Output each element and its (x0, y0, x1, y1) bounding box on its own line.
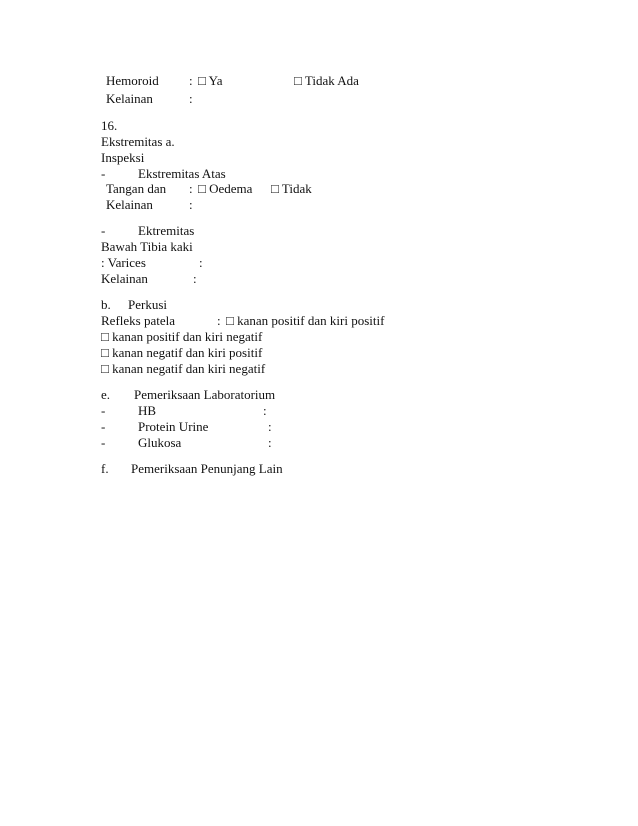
section-number: 16. (101, 118, 118, 133)
hemoroid-option-ya[interactable]: □ Ya (198, 73, 223, 88)
ekstremitas-title: Ekstremitas a. (101, 134, 175, 149)
ekstremitas-atas-label: Ekstremitas Atas (138, 166, 226, 181)
perkusi-title: Perkusi (128, 297, 167, 312)
tangan-label: Tangan dan (106, 181, 167, 196)
refleks-option-2[interactable]: □ kanan positif dan kiri negatif (101, 329, 263, 344)
bawah-kelainan-label: Kelainan (101, 271, 148, 286)
lab-item-glukosa-colon: : (268, 435, 272, 450)
tangan-colon: : (189, 181, 193, 196)
hemoroid-kelainan-label: Kelainan (106, 91, 153, 106)
atas-kelainan-colon: : (189, 197, 193, 212)
perkusi-letter: b. (101, 297, 111, 312)
laboratorium-title: Pemeriksaan Laboratorium (134, 387, 276, 402)
refleks-patela-colon: : (217, 313, 221, 328)
tangan-option-oedema[interactable]: □ Oedema (198, 181, 253, 196)
lab-item-glukosa-label: Glukosa (138, 435, 182, 450)
refleks-option-1[interactable]: □ kanan positif dan kiri positif (226, 313, 385, 328)
hemoroid-kelainan-colon: : (189, 91, 193, 106)
tangan-option-tidak[interactable]: □ Tidak (271, 181, 312, 196)
hemoroid-colon: : (189, 73, 193, 88)
penunjang-title: Pemeriksaan Penunjang Lain (131, 461, 283, 476)
bawah-tibia-label: Bawah Tibia kaki (101, 239, 193, 254)
lab-item-dash: - (101, 403, 106, 418)
atas-kelainan-label: Kelainan (106, 197, 153, 212)
varices-colon: : (199, 255, 203, 270)
ekstremitas-bawah-label: Ektremitas (138, 223, 195, 238)
lab-item-hb-colon: : (263, 403, 267, 418)
lab-item-protein-urine-label: Protein Urine (138, 419, 209, 434)
refleks-option-3[interactable]: □ kanan negatif dan kiri positif (101, 345, 263, 360)
bawah-kelainan-colon: : (193, 271, 197, 286)
varices-label: : Varices (101, 255, 146, 270)
laboratorium-letter: e. (101, 387, 111, 402)
bawah-dash: - (101, 223, 106, 238)
lab-item-protein-urine-colon: : (268, 419, 272, 434)
refleks-patela-label: Refleks patela (101, 313, 175, 328)
hemoroid-option-tidak-ada[interactable]: □ Tidak Ada (294, 73, 359, 88)
atas-dash: - (101, 166, 106, 181)
inspeksi-label: Inspeksi (101, 150, 145, 165)
lab-item-dash: - (101, 435, 106, 450)
penunjang-letter: f. (101, 461, 109, 476)
lab-item-hb-label: HB (138, 403, 157, 418)
lab-item-dash: - (101, 419, 106, 434)
refleks-option-4[interactable]: □ kanan negatif dan kiri negatif (101, 361, 266, 376)
hemoroid-label: Hemoroid (106, 73, 159, 88)
